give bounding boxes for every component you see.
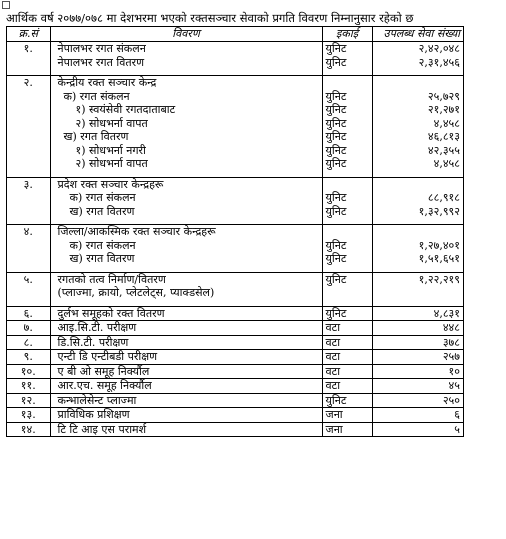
item-description: ख) रगत वितरण (69, 252, 135, 265)
row-spacer (326, 300, 369, 306)
row-spacer (54, 266, 319, 272)
row-serial-number: ७. (7, 321, 51, 336)
item-amount: १,२७,४०१ (418, 238, 460, 252)
item-unit: युनिट (325, 42, 347, 55)
item-description: १) सोधभर्ना नगरी (75, 143, 146, 157)
row-amount-cell (372, 42, 463, 76)
item-description: कन्भालेसेन्ट प्लाज्मा (57, 393, 137, 407)
row-description-cell (50, 272, 322, 306)
item-unit: युनिट (325, 89, 347, 103)
row-spacer (376, 266, 460, 272)
item-amount: ४२,३५५ (427, 143, 460, 157)
table-header-row (7, 27, 464, 42)
page-heading: आर्थिक वर्ष २०७७/०७८ मा देशभरमा भएको रक्तसञ्चार सेवाको प्रगति विवरण निम्नानुसार रहेको छ (6, 11, 414, 25)
item-unit: जना (325, 408, 343, 421)
row-unit-cell (322, 225, 372, 273)
table-row (7, 177, 464, 225)
row-unit-cell (322, 76, 372, 178)
table-row (7, 393, 464, 408)
row-description-cell (50, 177, 322, 225)
item-unit: युनिट (325, 191, 347, 204)
row-description-cell (50, 76, 322, 178)
row-amount-cell (372, 408, 463, 423)
row-spacer (326, 266, 369, 272)
item-unit: युनिट (325, 393, 347, 407)
row-amount-cell (372, 393, 463, 408)
row-spacer (54, 218, 319, 224)
row-description-cell (50, 379, 322, 394)
table-row (7, 422, 464, 437)
row-spacer (376, 300, 460, 306)
row-spacer (54, 69, 319, 75)
row-amount-cell (372, 422, 463, 437)
row-serial-number: ५. (7, 272, 51, 306)
row-amount-cell (372, 306, 463, 321)
checkbox-marker (2, 1, 10, 9)
row-unit-cell (322, 321, 372, 336)
row-unit-cell (322, 335, 372, 350)
item-description: २) सोधभर्ना वापत (75, 116, 148, 130)
table-row (7, 272, 464, 306)
row-serial-number: १३. (7, 408, 51, 423)
row-description-cell (50, 350, 322, 365)
item-amount: १० (448, 364, 460, 378)
item-description: क) रगत संकलन (63, 89, 130, 103)
row-unit-cell (322, 42, 372, 76)
item-description: ए बी ओ समूह निर्क्यौल (57, 364, 150, 378)
row-spacer (326, 171, 369, 177)
item-unit: युनिट (325, 55, 347, 69)
item-unit: युनिट (325, 130, 347, 143)
item-amount: ५ (454, 422, 460, 436)
row-serial-number: ८. (7, 335, 51, 350)
item-description: १) स्वयंसेवी रगतदाताबाट (75, 103, 176, 116)
item-description: आर.एच. समूह निर्क्यौल (57, 379, 152, 392)
row-serial-number: ९. (7, 350, 51, 365)
item-unit: वटा (325, 350, 341, 363)
item-description: ख) रगत वितरण (69, 204, 135, 218)
item-amount: ३७८ (442, 335, 460, 349)
row-amount-cell (372, 350, 463, 365)
item-description: २) सोधभर्ना वापत (75, 157, 148, 170)
row-description-cell (50, 225, 322, 273)
item-description: एन्टी डि एन्टीबडी परीक्षण (57, 350, 158, 363)
item-description: प्रदेश रक्त सञ्चार केन्द्रहरू (57, 177, 164, 191)
row-description-cell (50, 306, 322, 321)
item-unit: युनिट (325, 143, 347, 157)
row-amount-cell (372, 76, 463, 178)
row-amount-cell (372, 225, 463, 273)
row-amount-cell (372, 321, 463, 336)
table-row (7, 335, 464, 350)
row-spacer (376, 69, 460, 75)
row-description-cell (50, 364, 322, 379)
row-serial-number: ३. (7, 177, 51, 225)
item-description: (प्लाज्मा, क्रायो, प्लेटलेट्स, प्याक्डसेल) (57, 286, 215, 299)
item-unit: युनिट (325, 306, 347, 320)
row-unit-cell (322, 350, 372, 365)
item-description: क) रगत संकलन (69, 191, 136, 204)
item-amount: ६ (454, 408, 460, 421)
item-unit: युनिट (325, 272, 347, 286)
row-amount-cell (372, 364, 463, 379)
row-description-cell (50, 393, 322, 408)
item-amount: २५७ (442, 350, 460, 363)
row-spacer (376, 171, 460, 177)
item-amount: २५० (442, 393, 460, 407)
item-amount: १,३२,९९२ (418, 204, 460, 218)
blood-service-progress-table (6, 26, 464, 437)
item-amount: ४६,८१३ (427, 130, 460, 143)
header-description: विवरण (50, 27, 322, 42)
item-description: ख) रगत वितरण (63, 130, 129, 143)
table-row (7, 306, 464, 321)
item-unit: युनिट (325, 157, 347, 170)
item-unit: जना (325, 422, 343, 436)
row-description-cell (50, 335, 322, 350)
item-description: आइ.सि.टी. परीक्षण (57, 321, 137, 334)
row-description-cell (50, 321, 322, 336)
item-amount: ४,८३१ (433, 306, 460, 320)
row-unit-cell (322, 422, 372, 437)
item-unit (326, 76, 369, 90)
item-description: नेपालभर रगत वितरण (57, 55, 145, 69)
row-spacer (326, 69, 369, 75)
item-unit: युनिट (325, 116, 347, 130)
item-description: दुर्लभ समूहको रक्त वितरण (57, 306, 165, 320)
row-description-cell (50, 42, 322, 76)
item-amount: ४,४५८ (433, 157, 460, 170)
row-unit-cell (322, 408, 372, 423)
item-unit: युनिट (325, 252, 347, 265)
item-unit: वटा (325, 364, 341, 378)
item-description: केन्द्रीय रक्त सञ्चार केन्द्र (57, 76, 157, 89)
row-unit-cell (322, 393, 372, 408)
header-amount: उपलब्ध सेवा संख्या (372, 27, 463, 42)
item-amount (376, 178, 460, 192)
item-unit: वटा (325, 379, 341, 392)
item-unit (326, 286, 369, 300)
header-unit: इकाई (322, 27, 372, 42)
row-serial-number: ६. (7, 306, 51, 321)
item-amount: २५,७२९ (427, 89, 460, 103)
item-amount: २१,२७१ (427, 103, 460, 116)
item-description: डि.सि.टी. परीक्षण (57, 335, 129, 349)
row-spacer (54, 171, 319, 177)
row-unit-cell (322, 306, 372, 321)
row-serial-number: २. (7, 76, 51, 178)
item-amount: २,३१,४५६ (418, 55, 460, 69)
row-description-cell (50, 422, 322, 437)
item-amount: १,५१,६५१ (418, 252, 460, 265)
item-description: प्राविधिक प्रशिक्षण (57, 408, 130, 421)
row-serial-number: १२. (7, 393, 51, 408)
item-description: नेपालभर रगत संकलन (57, 42, 146, 55)
row-amount-cell (372, 272, 463, 306)
item-unit: युनिट (325, 204, 347, 218)
item-amount (376, 225, 460, 239)
row-serial-number: १४. (7, 422, 51, 437)
item-unit (326, 178, 369, 192)
item-unit: युनिट (325, 238, 347, 252)
item-amount: ८८,९१८ (427, 191, 460, 204)
table-row (7, 364, 464, 379)
row-spacer (54, 300, 319, 306)
table-row (7, 321, 464, 336)
table-row (7, 408, 464, 423)
item-unit: वटा (325, 335, 341, 349)
row-serial-number: १०. (7, 364, 51, 379)
table-row (7, 350, 464, 365)
table-row (7, 42, 464, 76)
table-row (7, 76, 464, 178)
row-unit-cell (322, 177, 372, 225)
table-row (7, 225, 464, 273)
row-amount-cell (372, 379, 463, 394)
item-description: रगतको तत्व निर्माण/वितरण (57, 272, 166, 286)
item-description: क) रगत संकलन (69, 238, 136, 252)
row-spacer (376, 218, 460, 224)
header-sn: क्र.सं (7, 27, 51, 42)
item-amount: ४५ (448, 379, 460, 392)
row-unit-cell (322, 379, 372, 394)
item-description: जिल्ला/आकस्मिक रक्त सञ्चार केन्द्रहरू (57, 225, 216, 238)
table-row (7, 379, 464, 394)
row-serial-number: १. (7, 42, 51, 76)
row-serial-number: ११. (7, 379, 51, 394)
row-amount-cell (372, 177, 463, 225)
item-unit: वटा (325, 321, 341, 334)
item-amount: ४४८ (442, 321, 460, 334)
row-spacer (326, 218, 369, 224)
row-serial-number: ४. (7, 225, 51, 273)
row-description-cell (50, 408, 322, 423)
row-unit-cell (322, 272, 372, 306)
item-amount: २,४२,०४८ (418, 42, 460, 55)
item-unit (326, 225, 369, 239)
item-amount (376, 76, 460, 90)
item-amount: ४,४५८ (433, 116, 460, 130)
item-unit: युनिट (325, 103, 347, 116)
row-amount-cell (372, 335, 463, 350)
item-amount (376, 286, 460, 300)
item-amount: १,२२,२१९ (418, 272, 460, 286)
row-unit-cell (322, 364, 372, 379)
item-description: टि टि आइ एस परामर्श (57, 422, 147, 436)
